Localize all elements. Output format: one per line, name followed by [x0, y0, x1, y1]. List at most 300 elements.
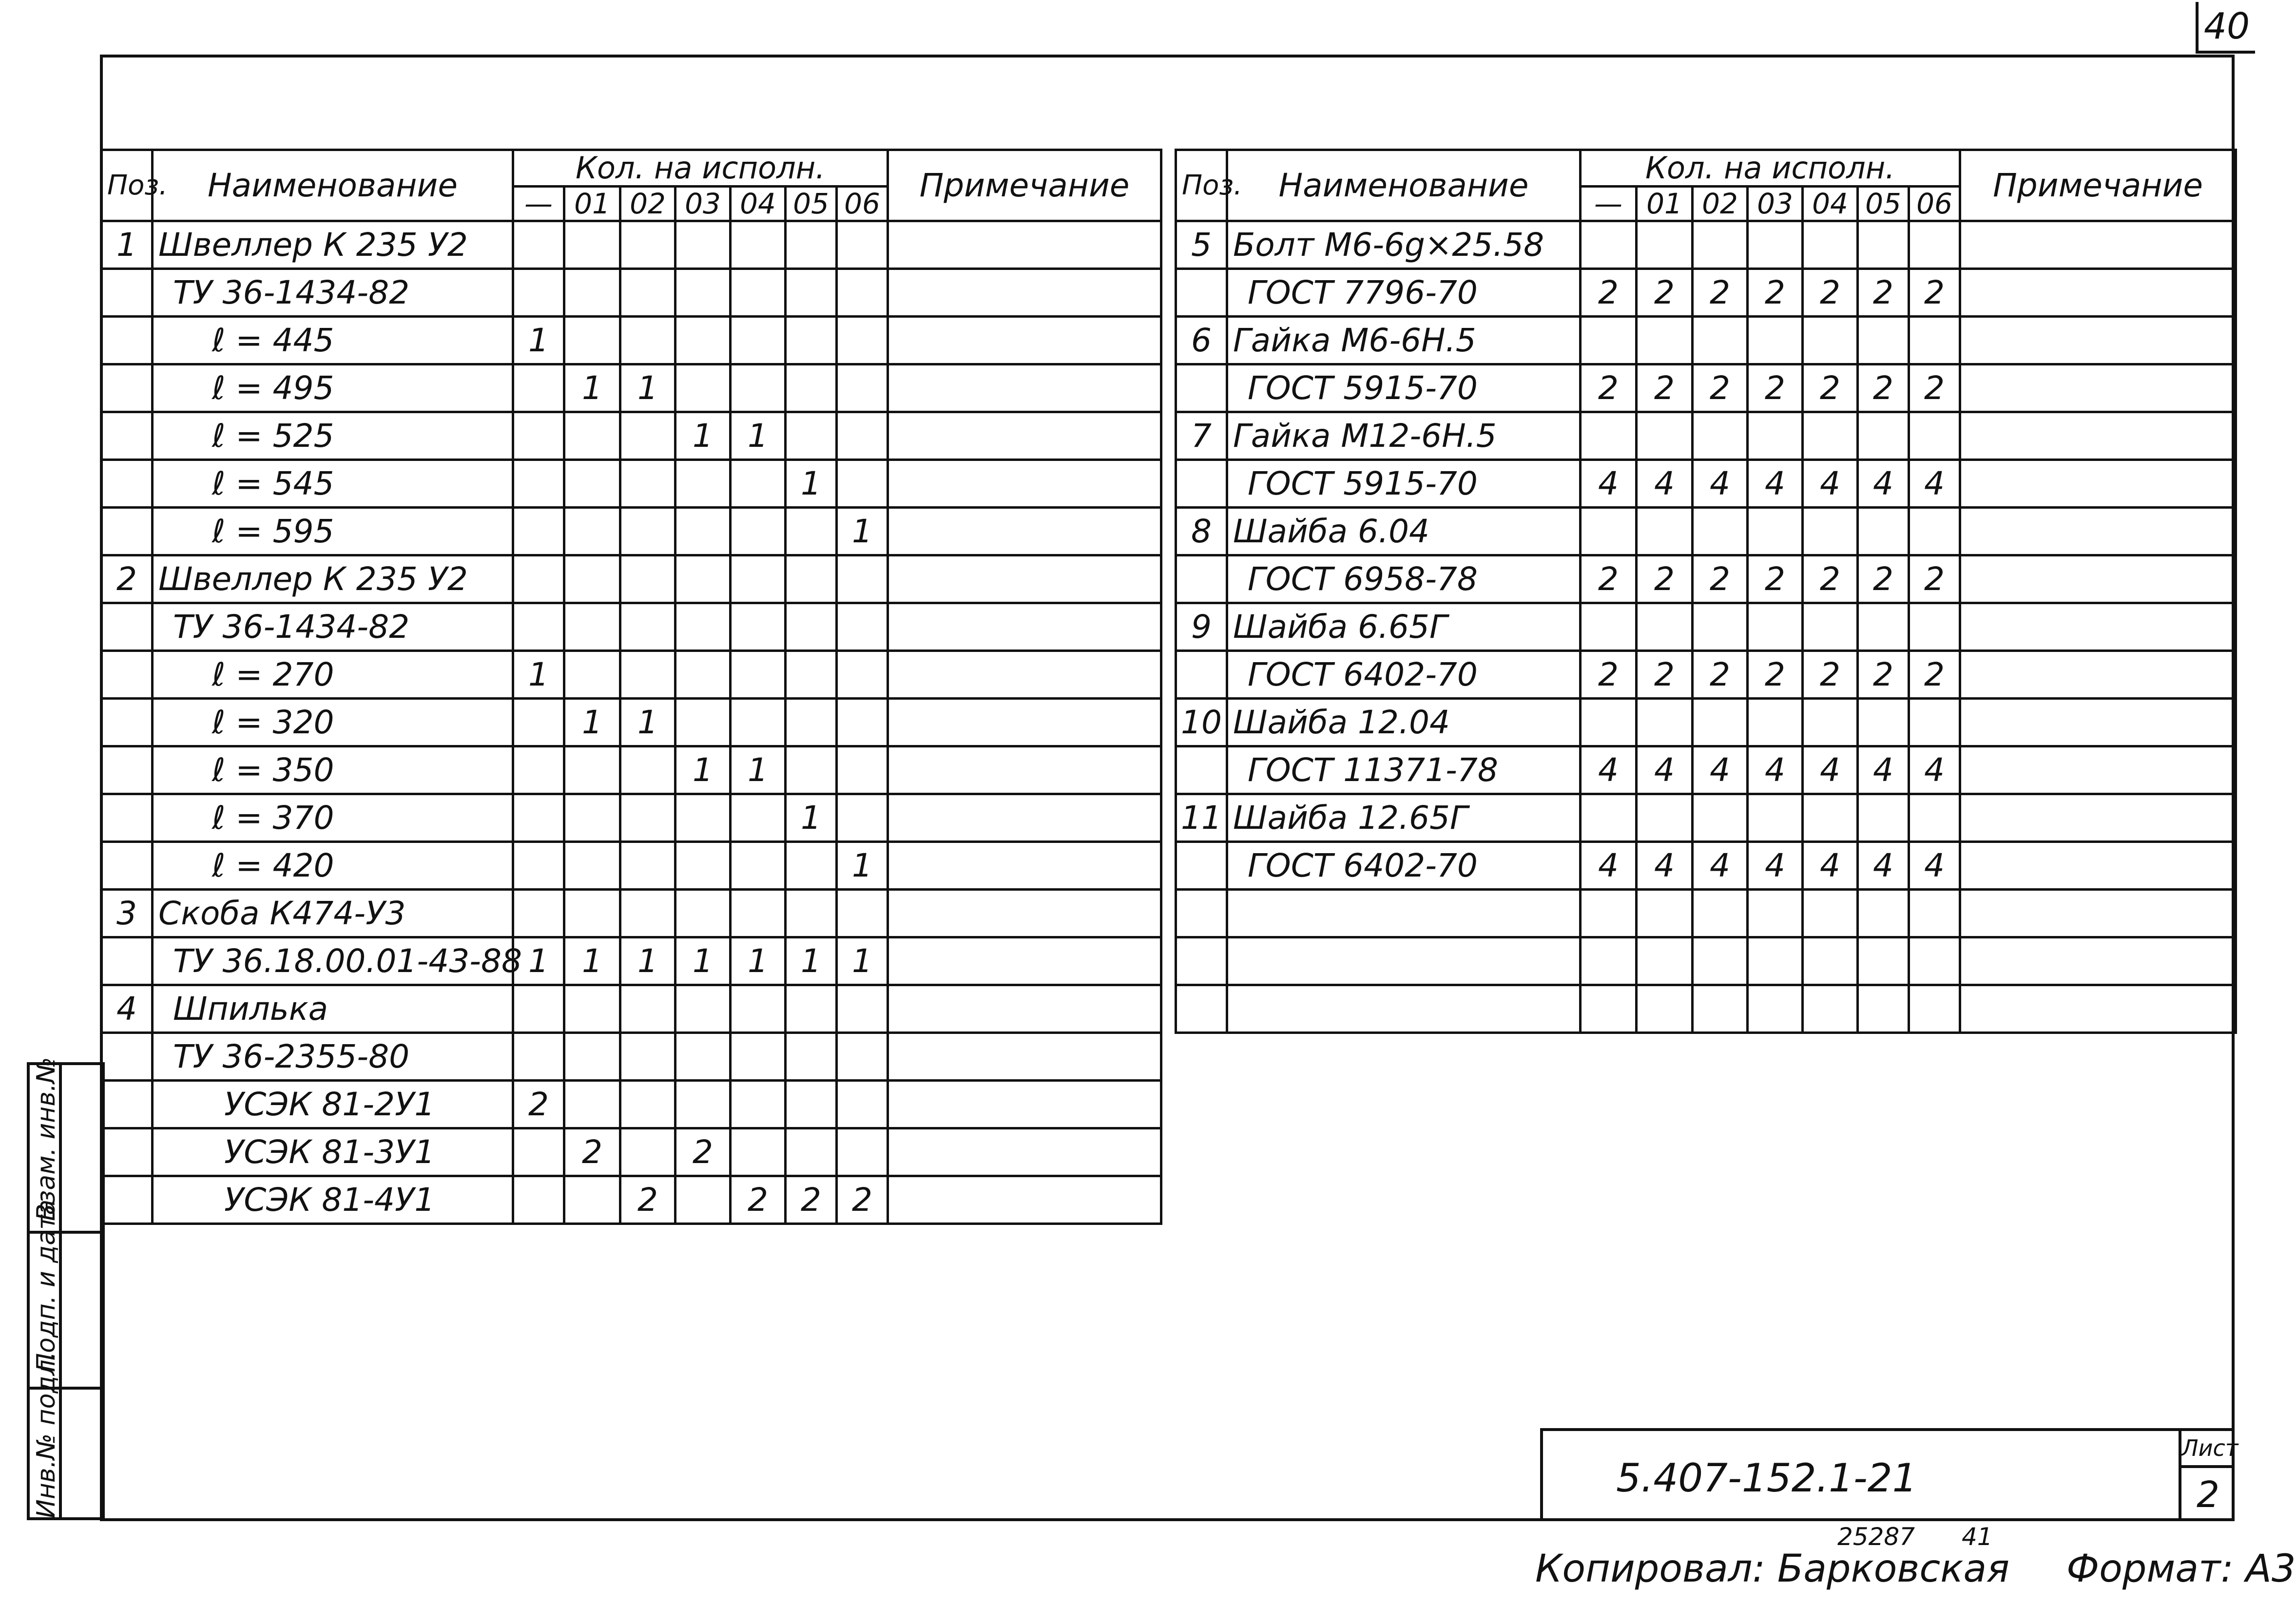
- row-qty-4: [1803, 699, 1858, 746]
- row-note: [1960, 985, 2236, 1033]
- row-qty-5: [1858, 985, 1909, 1033]
- header-variant-0: —: [513, 187, 564, 221]
- row-name: Швеллер К 235 У2: [153, 221, 513, 269]
- table-row: [1176, 794, 2236, 842]
- row-qty-0: 1: [513, 651, 564, 699]
- row-qty-2: 1: [620, 937, 675, 985]
- header-pos: Поз.: [101, 150, 153, 221]
- row-qty-3: [675, 555, 731, 603]
- row-note: [888, 699, 1161, 746]
- row-qty-0: [1581, 508, 1637, 555]
- row-note: [1960, 221, 2236, 269]
- row-note: [1960, 555, 2236, 603]
- row-note: [1960, 746, 2236, 794]
- row-qty-2: 1: [620, 364, 675, 412]
- row-qty-0: [513, 269, 564, 317]
- row-qty-3: 2: [675, 1128, 731, 1176]
- table-row: [1176, 460, 2236, 508]
- table-row: [1176, 842, 2236, 890]
- row-qty-6: 2: [1909, 555, 1960, 603]
- table-row: [101, 1033, 1161, 1081]
- table-row: [101, 460, 1161, 508]
- row-qty-1: 4: [1637, 842, 1693, 890]
- row-qty-1: [1637, 794, 1693, 842]
- row-position: [101, 651, 153, 699]
- row-qty-5: 4: [1858, 746, 1909, 794]
- row-qty-3: [1748, 221, 1803, 269]
- row-qty-4: [1803, 221, 1858, 269]
- header-name: Наименование: [153, 150, 513, 221]
- row-qty-1: [564, 842, 620, 890]
- table-row: [1176, 890, 2236, 937]
- row-qty-3: 4: [1748, 746, 1803, 794]
- row-qty-0: [513, 460, 564, 508]
- row-name: Гайка М12-6Н.5: [1227, 412, 1581, 460]
- row-name: УСЭК 81-2У1: [153, 1081, 513, 1128]
- row-qty-5: 2: [1858, 269, 1909, 317]
- table-row: [1176, 364, 2236, 412]
- row-name: ℓ = 270: [153, 651, 513, 699]
- row-qty-4: 2: [1803, 651, 1858, 699]
- row-qty-1: [1637, 699, 1693, 746]
- row-qty-6: [837, 699, 888, 746]
- stamp-label-inv: Инв.№ подл.: [32, 1351, 61, 1518]
- row-position: 10: [1176, 699, 1227, 746]
- table-row: [101, 412, 1161, 460]
- row-name: Шайба 6.04: [1227, 508, 1581, 555]
- row-position: [101, 746, 153, 794]
- row-qty-5: [1858, 699, 1909, 746]
- row-qty-4: [1803, 412, 1858, 460]
- row-position: [101, 937, 153, 985]
- row-qty-4: [731, 1128, 786, 1176]
- row-qty-0: 4: [1581, 842, 1637, 890]
- row-note: [888, 651, 1161, 699]
- row-qty-3: [1748, 603, 1803, 651]
- row-name: ℓ = 420: [153, 842, 513, 890]
- row-qty-0: [513, 1176, 564, 1224]
- row-position: 2: [101, 555, 153, 603]
- row-qty-3: [675, 1033, 731, 1081]
- row-qty-0: [513, 555, 564, 603]
- row-qty-1: 4: [1637, 460, 1693, 508]
- row-qty-5: [1858, 221, 1909, 269]
- row-qty-2: [620, 555, 675, 603]
- row-position: 11: [1176, 794, 1227, 842]
- row-qty-2: 4: [1693, 842, 1748, 890]
- row-qty-6: [837, 460, 888, 508]
- row-note: [1960, 937, 2236, 985]
- row-name: ℓ = 320: [153, 699, 513, 746]
- row-qty-2: [1693, 985, 1748, 1033]
- row-qty-4: 1: [731, 746, 786, 794]
- row-position: [101, 460, 153, 508]
- row-qty-3: [675, 651, 731, 699]
- row-qty-2: [1693, 508, 1748, 555]
- row-qty-5: [786, 221, 837, 269]
- header-variant-0: —: [1581, 187, 1637, 221]
- row-qty-6: [837, 890, 888, 937]
- row-qty-1: 2: [564, 1128, 620, 1176]
- row-qty-3: [1748, 985, 1803, 1033]
- header-variant-5: 05: [1858, 187, 1909, 221]
- header-variant-1: 01: [564, 187, 620, 221]
- row-position: 6: [1176, 317, 1227, 364]
- row-qty-6: [1909, 699, 1960, 746]
- row-qty-0: 2: [1581, 364, 1637, 412]
- row-qty-6: [837, 412, 888, 460]
- row-qty-3: [675, 842, 731, 890]
- row-note: [1960, 603, 2236, 651]
- row-qty-1: [564, 269, 620, 317]
- row-qty-6: [837, 364, 888, 412]
- row-name: ТУ 36-2355-80: [153, 1033, 513, 1081]
- row-position: [101, 269, 153, 317]
- row-qty-4: 4: [1803, 460, 1858, 508]
- row-qty-0: [513, 1033, 564, 1081]
- row-qty-2: [620, 269, 675, 317]
- row-qty-6: [837, 1033, 888, 1081]
- row-note: [888, 1128, 1161, 1176]
- row-qty-3: [1748, 412, 1803, 460]
- row-qty-5: 2: [1858, 364, 1909, 412]
- row-qty-0: [513, 890, 564, 937]
- row-qty-6: [837, 317, 888, 364]
- row-qty-3: [1748, 508, 1803, 555]
- row-qty-5: [1858, 317, 1909, 364]
- row-position: [101, 842, 153, 890]
- header-note: Примечание: [888, 150, 1161, 221]
- row-note: [888, 985, 1161, 1033]
- row-position: [101, 508, 153, 555]
- row-note: [888, 412, 1161, 460]
- row-qty-6: [837, 794, 888, 842]
- row-name: [1227, 937, 1581, 985]
- row-note: [1960, 412, 2236, 460]
- row-qty-5: 4: [1858, 842, 1909, 890]
- row-qty-1: [1637, 890, 1693, 937]
- table-row: [101, 699, 1161, 746]
- header-qty: Кол. на исполн.: [1581, 150, 1960, 187]
- row-qty-5: 1: [786, 794, 837, 842]
- row-qty-6: 1: [837, 508, 888, 555]
- header-variant-1: 01: [1637, 187, 1693, 221]
- row-qty-2: [620, 1128, 675, 1176]
- row-qty-5: [786, 555, 837, 603]
- table-row: [101, 1081, 1161, 1128]
- row-name: ГОСТ 5915-70: [1227, 460, 1581, 508]
- row-name: ГОСТ 7796-70: [1227, 269, 1581, 317]
- table-row: [1176, 937, 2236, 985]
- row-qty-6: 2: [1909, 364, 1960, 412]
- row-qty-3: [675, 269, 731, 317]
- table-row: [101, 651, 1161, 699]
- row-qty-4: 4: [1803, 842, 1858, 890]
- row-qty-6: 4: [1909, 460, 1960, 508]
- row-qty-4: 1: [731, 412, 786, 460]
- row-qty-3: 1: [675, 412, 731, 460]
- row-qty-2: [1693, 794, 1748, 842]
- row-qty-5: [786, 1128, 837, 1176]
- row-name: Гайка М6-6Н.5: [1227, 317, 1581, 364]
- row-qty-4: [731, 842, 786, 890]
- row-qty-6: 4: [1909, 746, 1960, 794]
- table-row: [101, 985, 1161, 1033]
- row-qty-0: [513, 1128, 564, 1176]
- paper-format: Формат: А3: [2066, 1547, 2296, 1591]
- sheet-label: Лист: [2181, 1431, 2235, 1468]
- row-qty-3: [675, 985, 731, 1033]
- row-qty-6: [837, 221, 888, 269]
- row-note: [1960, 699, 2236, 746]
- row-qty-5: [786, 699, 837, 746]
- row-qty-1: 2: [1637, 555, 1693, 603]
- row-qty-1: 1: [564, 364, 620, 412]
- row-qty-2: 2: [1693, 364, 1748, 412]
- row-qty-6: [1909, 985, 1960, 1033]
- row-name: [1227, 985, 1581, 1033]
- table-row: [1176, 651, 2236, 699]
- row-note: [888, 460, 1161, 508]
- row-qty-0: 1: [513, 937, 564, 985]
- row-qty-1: [564, 1081, 620, 1128]
- row-qty-2: 4: [1693, 746, 1748, 794]
- stamp-label-replace: Взам. инв.№: [32, 1057, 61, 1221]
- row-qty-4: 2: [1803, 364, 1858, 412]
- row-qty-2: [1693, 317, 1748, 364]
- row-qty-5: [786, 364, 837, 412]
- row-note: [888, 794, 1161, 842]
- row-qty-2: [620, 412, 675, 460]
- header-variant-3: 03: [1748, 187, 1803, 221]
- row-qty-3: [1748, 794, 1803, 842]
- row-note: [888, 890, 1161, 937]
- table-row: [1176, 508, 2236, 555]
- row-qty-1: [564, 508, 620, 555]
- row-qty-1: [1637, 317, 1693, 364]
- table-row: [101, 555, 1161, 603]
- copied-by: Копировал: Барковская: [1535, 1547, 2010, 1591]
- row-note: [888, 1176, 1161, 1224]
- sheet-box: [2179, 1431, 2238, 1521]
- row-qty-2: [1693, 603, 1748, 651]
- row-qty-0: [513, 699, 564, 746]
- row-note: [1960, 890, 2236, 937]
- row-qty-0: [513, 794, 564, 842]
- row-name: [1227, 890, 1581, 937]
- row-qty-1: [564, 746, 620, 794]
- header-variant-3: 03: [675, 187, 731, 221]
- row-qty-1: [564, 555, 620, 603]
- row-qty-2: [1693, 412, 1748, 460]
- header-variant-4: 04: [731, 187, 786, 221]
- row-qty-4: [731, 651, 786, 699]
- row-position: [101, 1176, 153, 1224]
- row-qty-6: [1909, 508, 1960, 555]
- row-qty-1: 2: [1637, 651, 1693, 699]
- row-note: [888, 603, 1161, 651]
- row-qty-3: 1: [675, 937, 731, 985]
- row-note: [1960, 651, 2236, 699]
- row-qty-6: [1909, 890, 1960, 937]
- row-qty-1: [1637, 985, 1693, 1033]
- document-code: 5.407-152.1-21: [1616, 1455, 1917, 1501]
- row-qty-1: 1: [564, 699, 620, 746]
- row-name: ℓ = 525: [153, 412, 513, 460]
- table-row: [101, 1176, 1161, 1224]
- table-row: [1176, 412, 2236, 460]
- row-qty-4: [731, 794, 786, 842]
- row-qty-2: [1693, 221, 1748, 269]
- row-position: [1176, 985, 1227, 1033]
- row-qty-4: 2: [1803, 555, 1858, 603]
- row-qty-4: 1: [731, 937, 786, 985]
- header-name: Наименование: [1227, 150, 1581, 221]
- table-row: [101, 937, 1161, 985]
- row-qty-4: [731, 508, 786, 555]
- table-row: [101, 317, 1161, 364]
- row-qty-5: [1858, 412, 1909, 460]
- row-position: [1176, 937, 1227, 985]
- row-qty-6: [837, 746, 888, 794]
- row-qty-6: [1909, 794, 1960, 842]
- row-qty-0: 2: [1581, 555, 1637, 603]
- row-qty-2: [620, 842, 675, 890]
- table-row: [101, 221, 1161, 269]
- row-position: 5: [1176, 221, 1227, 269]
- row-qty-0: [513, 842, 564, 890]
- sheet-number: 2: [2196, 1474, 2220, 1516]
- row-name: ℓ = 445: [153, 317, 513, 364]
- row-qty-6: [837, 603, 888, 651]
- row-qty-1: 4: [1637, 746, 1693, 794]
- row-qty-3: [675, 699, 731, 746]
- row-qty-2: [620, 794, 675, 842]
- row-position: [1176, 890, 1227, 937]
- header-variant-6: 06: [1909, 187, 1960, 221]
- row-qty-4: [1803, 890, 1858, 937]
- row-qty-5: [786, 651, 837, 699]
- row-note: [1960, 794, 2236, 842]
- row-note: [888, 1033, 1161, 1081]
- row-qty-2: 1: [620, 699, 675, 746]
- row-qty-2: [1693, 699, 1748, 746]
- row-qty-4: [1803, 985, 1858, 1033]
- row-qty-0: [513, 508, 564, 555]
- row-qty-5: [786, 890, 837, 937]
- row-qty-1: [1637, 221, 1693, 269]
- row-qty-2: [620, 1081, 675, 1128]
- row-qty-0: 2: [1581, 269, 1637, 317]
- row-qty-0: [1581, 603, 1637, 651]
- header-pos: Поз.: [1176, 150, 1227, 221]
- row-qty-4: [731, 699, 786, 746]
- row-note: [888, 364, 1161, 412]
- row-name: ГОСТ 5915-70: [1227, 364, 1581, 412]
- row-qty-1: [1637, 937, 1693, 985]
- row-name: Скоба К474-У3: [153, 890, 513, 937]
- row-qty-6: 2: [1909, 269, 1960, 317]
- row-qty-6: [1909, 221, 1960, 269]
- row-qty-4: [731, 317, 786, 364]
- row-qty-5: [1858, 508, 1909, 555]
- row-position: [101, 317, 153, 364]
- row-qty-1: 1: [564, 937, 620, 985]
- row-position: [101, 1081, 153, 1128]
- row-name: ГОСТ 6402-70: [1227, 651, 1581, 699]
- row-qty-0: [513, 364, 564, 412]
- table-row: [101, 794, 1161, 842]
- row-note: [888, 746, 1161, 794]
- row-qty-1: [564, 890, 620, 937]
- row-qty-5: [786, 1081, 837, 1128]
- row-qty-0: 1: [513, 317, 564, 364]
- row-note: [888, 508, 1161, 555]
- row-note: [888, 842, 1161, 890]
- table-row: [1176, 555, 2236, 603]
- row-qty-6: [837, 269, 888, 317]
- row-qty-0: [513, 603, 564, 651]
- header-variant-6: 06: [837, 187, 888, 221]
- page-number: 40: [2196, 2, 2255, 54]
- row-qty-3: [675, 794, 731, 842]
- row-qty-4: [731, 269, 786, 317]
- row-qty-0: [1581, 937, 1637, 985]
- row-qty-6: 1: [837, 937, 888, 985]
- row-qty-1: [1637, 412, 1693, 460]
- row-qty-4: [1803, 794, 1858, 842]
- table-row: [101, 890, 1161, 937]
- row-qty-3: 2: [1748, 651, 1803, 699]
- row-qty-2: [620, 317, 675, 364]
- row-qty-2: [620, 221, 675, 269]
- row-qty-1: [564, 794, 620, 842]
- table-row: [101, 842, 1161, 890]
- row-name: Швеллер К 235 У2: [153, 555, 513, 603]
- row-qty-6: [1909, 317, 1960, 364]
- row-qty-2: 2: [620, 1176, 675, 1224]
- spec-table-right: [1175, 149, 2237, 1034]
- row-qty-3: [675, 890, 731, 937]
- row-qty-6: [1909, 412, 1960, 460]
- table-row: [1176, 269, 2236, 317]
- row-qty-1: [564, 460, 620, 508]
- row-qty-1: [1637, 508, 1693, 555]
- row-qty-1: [564, 317, 620, 364]
- row-qty-1: [564, 651, 620, 699]
- row-qty-5: 4: [1858, 460, 1909, 508]
- row-name: Шайба 12.04: [1227, 699, 1581, 746]
- row-qty-3: 2: [1748, 555, 1803, 603]
- row-qty-4: 2: [731, 1176, 786, 1224]
- row-note: [888, 1081, 1161, 1128]
- row-qty-0: [513, 746, 564, 794]
- row-name: ℓ = 350: [153, 746, 513, 794]
- row-qty-2: 2: [1693, 269, 1748, 317]
- table-row: [101, 364, 1161, 412]
- row-position: [101, 364, 153, 412]
- header-variant-2: 02: [620, 187, 675, 221]
- row-qty-0: [1581, 317, 1637, 364]
- archive-number: 25287: [1837, 1523, 1915, 1551]
- row-qty-4: [1803, 317, 1858, 364]
- row-qty-1: [1637, 603, 1693, 651]
- row-qty-5: 1: [786, 937, 837, 985]
- row-qty-3: [675, 221, 731, 269]
- row-qty-4: [731, 221, 786, 269]
- row-qty-3: 4: [1748, 460, 1803, 508]
- row-qty-0: [1581, 412, 1637, 460]
